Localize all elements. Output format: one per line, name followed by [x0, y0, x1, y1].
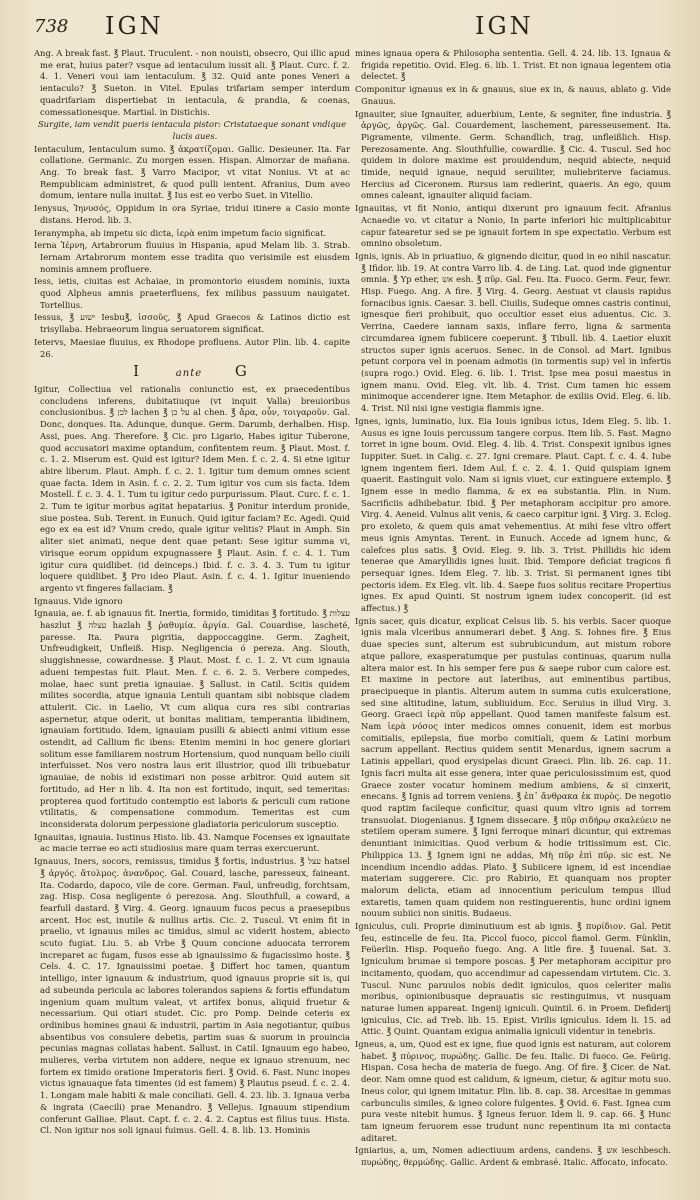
entry-paragraph: Igniculus, culi. Proprie diminutiuum est ab ignis. ℥ πυρίδιον. Gal. Petit feu, estincelle de feu. Ita. Piccol fuoco, piccol fiamol. Germ. Fünklin, Feüerlin. Hisp. Poqueño fuego. Ang. A litle fire. ℥ Iuuenal. Sat. 3. Igniculum brumae si tempore poscas. ℥ Per metaphoram accipitur pro incitamento, quodam, quo accendimur ad capessendam virtutem. Cic. 3. Tuscul. Nunc paruulos nobis dedit igniculos, quos celeriter malis moribus, opinionibusque deprauatis sic restinguimus, vt nusquam naturae lumen appareat. Ingenij igniculi. Quintil. 6. in Proem. Defiderij igniculus, Cic. ad Treb. lib. 15. Epist. Virilis igniculus. Idem li. 15. ad Attic. ℥ Quint. Quantam exigua animalia igniculi videntur in tenebris. [355, 921, 671, 1037]
entry-paragraph: Ienysus, Ἰηνυσός, Oppidum in ora Syriae, tridui itinere a Casio monte distans. Herod. lib. 3. [34, 203, 350, 225]
entry-paragraph: Ietervs, Maesiae fluuius, ex Rhodope profluens. Autor Plin. lib. 4. capite 26. [34, 336, 350, 359]
entry-paragraph: Ignauia, ae. f. ab ignauus fit. Inertia, formido, timiditas ℥ fortitudo. ℥ עצלות haszlut ℥ עצלה hazlah ℥ ῥαθυμία. ἀργία. Gal. Couardise, lascheté, paresse. Ita. Paura pigritia, dappoccaggine. Germ. Zagheit, Unfreudigkeit, Unfleiß. Hisp. Negligencia ó pereza. Ang. Slouth, sluggishnesse, cowardnesse. ℥ Plaut. Most. f. c. 1. 2. Vt cum ignauia adueni tempestas fuit. Plaut. Men. f. c. 6. 2. 5. Verbere compedes, molae, haec sunt pretia ignauiae. ℥ Sallust. in Catil. Scitis quidem milites socordia, atque ignauia Lentuli quantam sibi nobisque cladem attulerit. Cic. in Laelio, Vt cum aliqua cura res sibi contrarias aspernetur, atque oderit, ut bonitas malitiam, temperantia libidinem, ignauiam fortitudo. Idem, ignauiam pusilli & abiecti animi vitium esse ostendit, ad Callium fic ibens: Etenim memini in hoc genere gloriari solitum esse familiarem nostrum Hortensium, quod nunquam bello ciuili interfuisset. Nos vero nostra laus erit illustrior, quod illi tribuebatur ignauiae, de nobis id existimari non posse arbitror. Quid autem sit fortitudo, ad Her n lib. 4. Ita non est fortitudo, inquit, sed temeritas: propterea quod fortitudo contemptio est laboris & periculi cum ratione vtilitatis, & compensatione commodum. Temeritas est cum inconsiderata dolorum perpessione gladiatoria periculorum susceptio. [34, 608, 350, 829]
entry-paragraph: Ang. A break fast. ℥ Plaut. Truculent. - non nouisti, obsecro, Qui illic apud me erat, huius pater? vsque ad ientaculum iussit ali. ℥ Plaut. Curc. f. 2. 4. 1. Veneri voui iam ientaculum. ℥ 32. Quid ante pones Veneri a ientaculo? ℥ Sueton. in Vitel. Epulas trifariam semper interdum quadrifariam dispertiebat in ientacula, & prandia, & coenas, comessationesque. Martial. in Distichis. [34, 48, 350, 117]
section-heading [34, 362, 350, 381]
page-number: 738 [34, 16, 69, 37]
entry-paragraph: Ignauus, Iners, socors, remissus, timidus ℥ fortis, industrius. ℥ עצל hatsel ℥ ἀργός. ἄτολμος. ἀνανδρος. Gal. Couard, lasche, paresseux, faineant. Ita. Codardo, dapoco, vile de core. German. Faul, unfreudig, forchtsam, zag. Hisp. Cosa negligente ó perezosa. Ang. Slouthfull, a coward, a fearfull dastard. ℥ Virg. 4. Georg. ignauum fucos pecus a praesepibus arcent. Hoc est, inutile & nullius artis. Cic. 2. Tuscul. Vt enim fit in praelio, vt ignauus miles ac timidus, simul ac viderit hostem, abiecto scuto fugiat. Liu. 5. ab Vrbe ℥ Quum concione aduocata terrorem increparet ac fugam, fusos esse ab ignauissimo & fugacissimo hoste. ℥ Cels. 4. C. 17. Ignauissimi poetae. ℥ Differt hoc tamen, quantum intelligo, inter ignauum & industrium, quod ignauus proprie sit is, qui ad subeunda pericula ac labores tolerandos sapiens & fortis effundatum ingenium quam multum valeat, vt artifex bonus, aliquid fruetur & necessarium. Qui otiari studet. Cic. pro Pomp. Deinde ceteris ex ordinibus homines gnaui & industrii, partim in Asia negotiantur, quibus absentibus vos consulere debetis, partim suas & suorum in prouincia pecunias magnas collatas habent. Sallust. in Catil. Ignauum ego habeo, mulieres, verba virtutem non addere, neque ex ignauo strenuum, nec fortem ex timido oratione Imperatoris fieri. ℥ Ovid. 6. Fast. Nunc inopes victus ignauaque fata timentes (id est famem) ℥ Plautus pseud. f. c. 2. 4. 1. Longam male habiti & male conciliati. Gell. 4. 23. lib. 3. Ignaua verba & ingrata (Caecili) prae Menandro. ℥ Vellejus. Ignauum stipendium conferunt Galliae. Plaut. Capt. f. c. 2. 4. 2. Captus est filius tuus. Hista. Cl. Non igitur nos soli ignaui fuimus. Gell. 4. 8. lib. 13. Hominis [34, 856, 350, 1136]
entry-paragraph: Iess, ietis, ciuitas est Achaiae, in promontorio eiusdem nominis, iuxta quod Alpheus amnis praeterfluens, fex milibus passuum nauigatet. Tortellius. [34, 276, 350, 310]
entry-paragraph: Ignauiter, siue Ignauiter, aduerbium, Lente, & segniter, fine industria. ℥ ἀργῶς, ἀργῶς. Gal. Couardement, laschement, paresseusement. Ita. Pigramente, vilmente. Germ. Schandlich, trag, unfleißlich. Hisp. Perezosamente. Ang. Slouthfullie, cowardlie. ℥ Cic. 4. Tuscul. Sed hoc quidem in dolore maxime est prouidendum, nequid abiecte, nequid timide, nequid ignaue, nequid seruiliter, muliebriterve faciamus. Hercius ad Ciceronem. Rursus iam redierint, quaeris. An ego, quum omnes caleant, ignauiter aliquid faciam. [355, 108, 671, 201]
left-column [34, 48, 350, 1138]
section-letter-right: G [234, 362, 251, 381]
page-header [0, 0, 700, 42]
section-word: ante [175, 368, 203, 380]
entry-paragraph: Surgite, iam vendit pueris ientacula pistor: Cristataeque sonant vndique lucis aues. [37, 119, 347, 141]
entry-paragraph: Ieranympha, ab impetu sic dicta, ἱερὰ enim impetum facio significat. [34, 227, 327, 238]
entry-paragraph: Igneus, a, um, Quod est ex igne, fiue quod ignis est naturam, aut colorem habet. ℥ πύρινος, πυρώδης. Gallic. De feu. Italic. Di fuoco. Ge. Feürig. Hispan. Cosa hecha de materia de fuego. Ang. Of fire. ℥ Cicer. de Nat. deor. Nam omne quod est calidum, & igneum, cietur, & agitur motu suo. Ineus color, qui ignem imitatur. Plin. lib. 8. cap. 38. Arcesitae in gemmas carbunculis similes, & igneo colore fulgentes. ℥ Ovid. 6. Fast. Ignea cum pura veste nitebit humus. ℥ Igneus feruor. Idem li. 9. cap. 66. ℥ Hunc tam igneum feruorem esse trudunt nunc repentinum ita mi contacta aditaret. [355, 1039, 671, 1143]
running-head-left: IGN [105, 12, 164, 40]
section-letter-left: I [133, 362, 144, 381]
entry-paragraph: Igniarius, a, um, Nomen adiectiuum ardens, candens. ℥ אש ieschbesch. πυρώδης, θερμώδης. Gallic. Ardent & embrasé. Italic. Affocato, infocato. [355, 1145, 671, 1168]
entry-paragraph: Iessus, ℥ ישוע Iesbu℥, ἰσσοῦς, ℥ Apud Graecos & Latinos dictio est trisyllaba. Hebraeorum lingua seruatorem significat. [34, 312, 350, 335]
entry-paragraph: Ientaculum, Ientaculum sumo. ℥ ἀκρατίζομαι. Gallic. Desieuner. Ita. Far collatione. Germanic. Zu morgen essen. Hispan. Almorzar de mañana. Ang. To break fast. ℥ Varro Macipor, vt vitat Nonius. Vt at ac Rempublicam administret, & quod pulli ientent. Afranius, Dum aveo domum, ientare nulla inuitat. ℥ Ius est eo verbo Suet. in Vitellio. [34, 143, 350, 201]
right-column [355, 48, 671, 1170]
entry-paragraph: Ignes, ignis, luminatio, lux. Eia Iouis ignibus ictus, Idem Eleg. 5. lib. 1. Ausus es igne Iouis percussum tangere corpus. Item lib. 5. Fast. Magno torret in igne boum. Ovid. Eleg. 4. lib. 4. Trist. Conspexit ignibus ignes Iuppiter. Suet. in Calig. c. 27. Igni cremare. Plaut. Capt. f. c. 4. 4. Iube ignem ingentem fieri. Idem Aul. f. c. 2. 4. 1. Quid quispiam ignem quaerit. Eastinguit volo. Nam si ignis viuet, cur extinguere extemplo. ℥ Ignem esse in medio flamma, & ex ea substantia. Plin. in Num. Sacrificiis adhibebatur. Ibid. ℥ Per metaphoram accipitur pro amore. Virg. 4. Aeneid. Vulnus alit venis, & caeco carpitur igni. ℥ Virg. 3. Eclog. pro exoleto, & quem quis amat vehementius. At mihi fese vltro offert meus ignis Amyntas. Terent. in Eunuch. Accede ad ignem hunc, & calefces plus satis. ℥ Ovid. Eleg. 9. lib. 3. Trist. Phillidis hic idem tenerae que Amaryllidis ignes lusit. Ibid. Tempore deficiat tragicos fi persequar ignes. Idem Eleg. 7. lib. 3. Trist. Si permanent ignes tibi pectoris idem. Ex Eleg. vlt. lib. 4. Saepe fuos solitus recitare Propertius ignes. Ex apud Quinti. St nostrum ignem iudex concoperit. (id est affectus.) ℥ [355, 415, 671, 614]
entry-paragraph: Ierna Ἰέρνη, Artabrorum fluuius in Hispania, apud Melam lib. 3. Strab. Iernam Artabrorum montem esse tradita quo verisimile est eiusdem nominis amnem profluere. [34, 240, 350, 274]
entry-paragraph: Ignis, ignis. Ab in priuatiuo, & gignendo dicitur, quod in eo nihil nascatur. ℥ Ifidor. lib. 19. At contra Varro lib. 4. de Ling. Lat. quod inde gignentur omnia. ℥ Yp ether, אש esh. ℥ πῦρ. Gal. Feu. Ita. Fuoco. Germ. Feur, fewr. Hisp. Fuego. Ang. A fire. ℥ Virg. 4. Georg. Aestuat vt clausis rapidus fornacibus ignis. Caesar. 3. bell. Ciuilis, Sudeque omnes castris continui, ignesque fieri prohibuit, quo occultior esset eius aduentus. Cic. 3. Verrina, Caedere iannam saxis, inflare ferro, ligna & sarmenta circumdarea ignem fubiicere coeperunt. ℥ Tibull. lib. 4. Laetior eluxit structos super ignis aceruos. Senec. in de Consol. ad Mart. Ignibus petunt corpora vel in poenam admotis (in tormentis sup) vel in infertis (supra rogo.) Ovid. Eleg. 6. lib. 1. Trist. Ipse mea posui maestus in ignem manu. Ovid. Eleg. vlt. lib. 4. Trist. Cum tamen hic essem minimoque accenderer igne. Item Metaphor. de exiliis Ovid. Eleg. 6. lib. 4. Trist. Nil nisi igne vestigia flammis igne. [355, 250, 671, 414]
entry-paragraph: Ignauus. Vide ignoro [34, 595, 123, 606]
entry-paragraph: Componitur ignauus ex in & gnauus, siue ex in, & nauus, ablato g. Vide Gnauus. [355, 84, 671, 106]
entry-paragraph: mines ignaua opera & Philosopha sententia. Gell. 4. 24. lib. 13. Ignaua & frigida repetitio. Ovid. Eleg. 6. lib. 1. Trist. Et non ignaua legentem otia delectet. ℥ [355, 48, 671, 82]
entry-paragraph: Ignauitas, ignauia. Iustinus Histo. lib. 43. Namque Focenses ex ignauitate ac macie terrae eo acti studiosius mare quam terras exercuerunt. [34, 831, 350, 854]
entry-paragraph: Ignis sacer, quis dicatur, explicat Celsus lib. 5. his verbis. Sacer quoque ignis mala vlceribus annumerari debet. ℥ Ang. S. Iohnes fire. ℥ Eius duae species sunt, alterum est subrubicundum, aut mistum robore atque pallore, exasperatumque per pustulas continuas, quarum nulla altera maior est. In his semper fere pus & saepe rubor cum calore est. Et maxime in pectore aut lateribus, aut eminentibus partibus, praecipueque in plantis. Alterum autem in summa cutis exulceratione, sed sine altitudine, latum, subliuidum. Ecc. Seruius in illud Virg. 3. Georg. Graeci ἱερὰ πῦρ appellant. Quod tamen manifeste falsum est. Nam ἱερὰ νόσος inter medicos omnes conuenit, idem est morbus comitialis, epilepsia, fiue morbo comitiali, quem & Latini morbum sacrum appellant. Rectius quidem sentit Menardus, ignem sacrum a Latinis appellari, quod erysipelas dicunt Graeci. Plin. lib. 26. cap. 11. Ignis facri multa ait esse genera, inter quae periculosissimum est, quod Graece zoster vocatur hominem medium ambiens, & si cinxerit, enecans. ℥ Ignis ad torrem veniens. ℥ ἐπ᾽ ἄνθρακα ἐκ πυρὸς. De negotio quod raptim facileque conficitur, quasi quum vltro ignis ad torrem transuolat. Diogenianus. ℥ Ignem dissecare. ℥ πῦρ σιδήρῳ σκαλεύειν ne stetilem operam sumere. ℥ Igni ferroque minari dicuntur, qui extremas denuntiant inimicitias. Quod verbum & hodie tritissimum est. Cic. Philippica 13. ℥ Ignem igni ne addas, Μὴ πῦρ ἐπὶ πῦρ. sic est. Ne incendium incendio addas. Plato. ℥ Subiicere ignem, id est incendiae materiam suggerere. Cic. pro Rabirio, Et quanquam nos propter malorum delicta, etiam ad innocentium periculum tempus illud extaretis, tamen quam quidem non restinguerentis, hunc ordini ignem nouum subiici non sinitis. Budaeus. [355, 615, 671, 919]
entry-paragraph: Igitur, Collectiua vel rationalis coniunctio est, ex praecedentibus concludens inferens, dubitatiuque (vt inquit Valla) breuioribus conclusionibus. ℥ לכן lachen ℥ על כן al chen. ℥ ἄρα, οὖν, τοιγαροῦν. Gal. Donc, donques. Ita. Adunque, dunque. Germ. Darumb, derhalben. Hisp. Assi, pues. Ang. Therefore. ℥ Cic. pro Ligario, Habes igitur Tuberone, quod accusatori maxime optandum, confitentem reum. ℥ Plaut. Most. f. c. 1. 2. Miserum est. Quid est igitur? Idem Men. f. c. 2. 4. Si etne igitur abire liberum. Plaut. Amph. f. c. 2. 1. Igitur tum demum omnes scient quae facta. Idem in Asin. f. c. 2. 2. Tum igitur vos cum sis facta. Idem Mostell. f. c. 3. 4. 1. Tum tu igitur cedo purpurissum. Plaut. Curc. f. c. 1. 2. Tum te igitur morbus agitat hepatarius. ℥ Ponitur interdum pronide, siue postea. Sub. Terent. in Eunuch. Quid igitur faciam? Ec. Agedi. Quid ego ex ea est id? Vnum credo, quale igitur velitis? Plaut in Amph. Sin aliter siet animati, neque dent quae petant: Sese igitur summa vi, virisque eorum oppidum expugnassere ℥ Plaut. Asin. f. c. 4. 1. Tum igitur cura quidlibet. (id deinceps.) Ibid. f. c. 3. 4. 3. Tum tu igitur loquere quidlibet. ℥ Pro ideo Plaut. Asin. f. c. 4. 1. Igitur inueniendo argento vt fingeres fallaciam. ℥ [34, 383, 351, 593]
entry-paragraph: Ignauitas, vt fit Nonio, antiqui dixerunt pro ignauum fecit. Afranius Acnaedie vo. vt citatur a Nonio, In parte inferiori hic multiplicabitur capur fatearetur sed se pe ignauit fortem in spe expectatio. Verbum est omnino obsoletum. [355, 203, 671, 249]
running-head-right: IGN [475, 12, 534, 40]
